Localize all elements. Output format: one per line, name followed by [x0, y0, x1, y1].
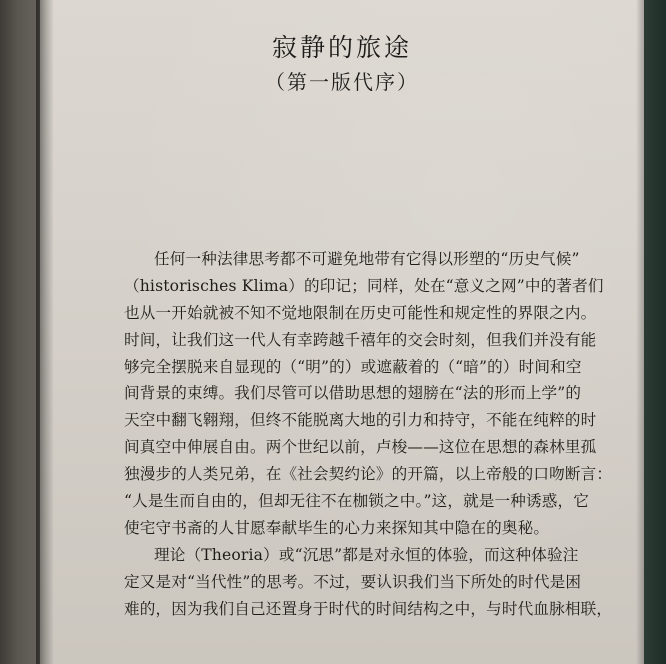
- text-line: （historisches Klima）的印记；同样，处在“意义之网”中的著者们: [124, 276, 604, 295]
- text-line: 难的，因为我们自己还置身于时代的时间结构之中，与时代血脉相联，: [124, 599, 613, 618]
- text-line: 使宅守书斋的人甘愿奉献毕生的心力来探知其中隐在的奥秘。: [124, 518, 550, 537]
- text-line: 间真空中伸展自由。两个世纪以前，卢梭——这位在思想的森林里孤: [124, 438, 597, 457]
- page-gutter-shadow: [36, 0, 54, 664]
- text-line: 也从一开始就被不知不觉地限制在历史可能性和规定性的界限之内。: [124, 303, 597, 322]
- chapter-subtitle: （第一版代序）: [265, 70, 419, 94]
- text-line: 独漫步的人类兄弟，在《社会契约论》的开篇，以上帝般的口吻断言：: [124, 465, 613, 484]
- text-line: 定又是对“当代性”的思考。不过，要认识我们当下所处的时代是困: [124, 572, 582, 591]
- book-page: [40, 0, 644, 664]
- text-line: 任何一种法律思考都不可避免地带有它得以形塑的“历史气候”: [154, 250, 580, 268]
- text-line: 够完全摆脱来自显现的（“明”的）或遮蔽着的（“暗”的）时间和空: [124, 357, 582, 376]
- book-cover-edge: [644, 0, 666, 664]
- text-line: 天空中翻飞翱翔，但终不能脱离大地的引力和持守，不能在纯粹的时: [124, 411, 597, 430]
- chapter-title: 寂静的旅途: [271, 33, 412, 62]
- text-line: 时间，让我们这一代人有幸跨越千禧年的交会时刻，但我们并没有能: [124, 330, 597, 349]
- text-line: 理论（Theoria）或“沉思”都是对永恒的体验，而这种体验注: [154, 545, 579, 564]
- text-line: 间背景的束缚。我们尽管可以借助思想的翅膀在“法的形而上学”的: [124, 384, 582, 403]
- text-line: “人是生而自由的，但却无往不在枷锁之中。”这，就是一种诱惑，它: [124, 492, 590, 511]
- body-text: [124, 246, 620, 622]
